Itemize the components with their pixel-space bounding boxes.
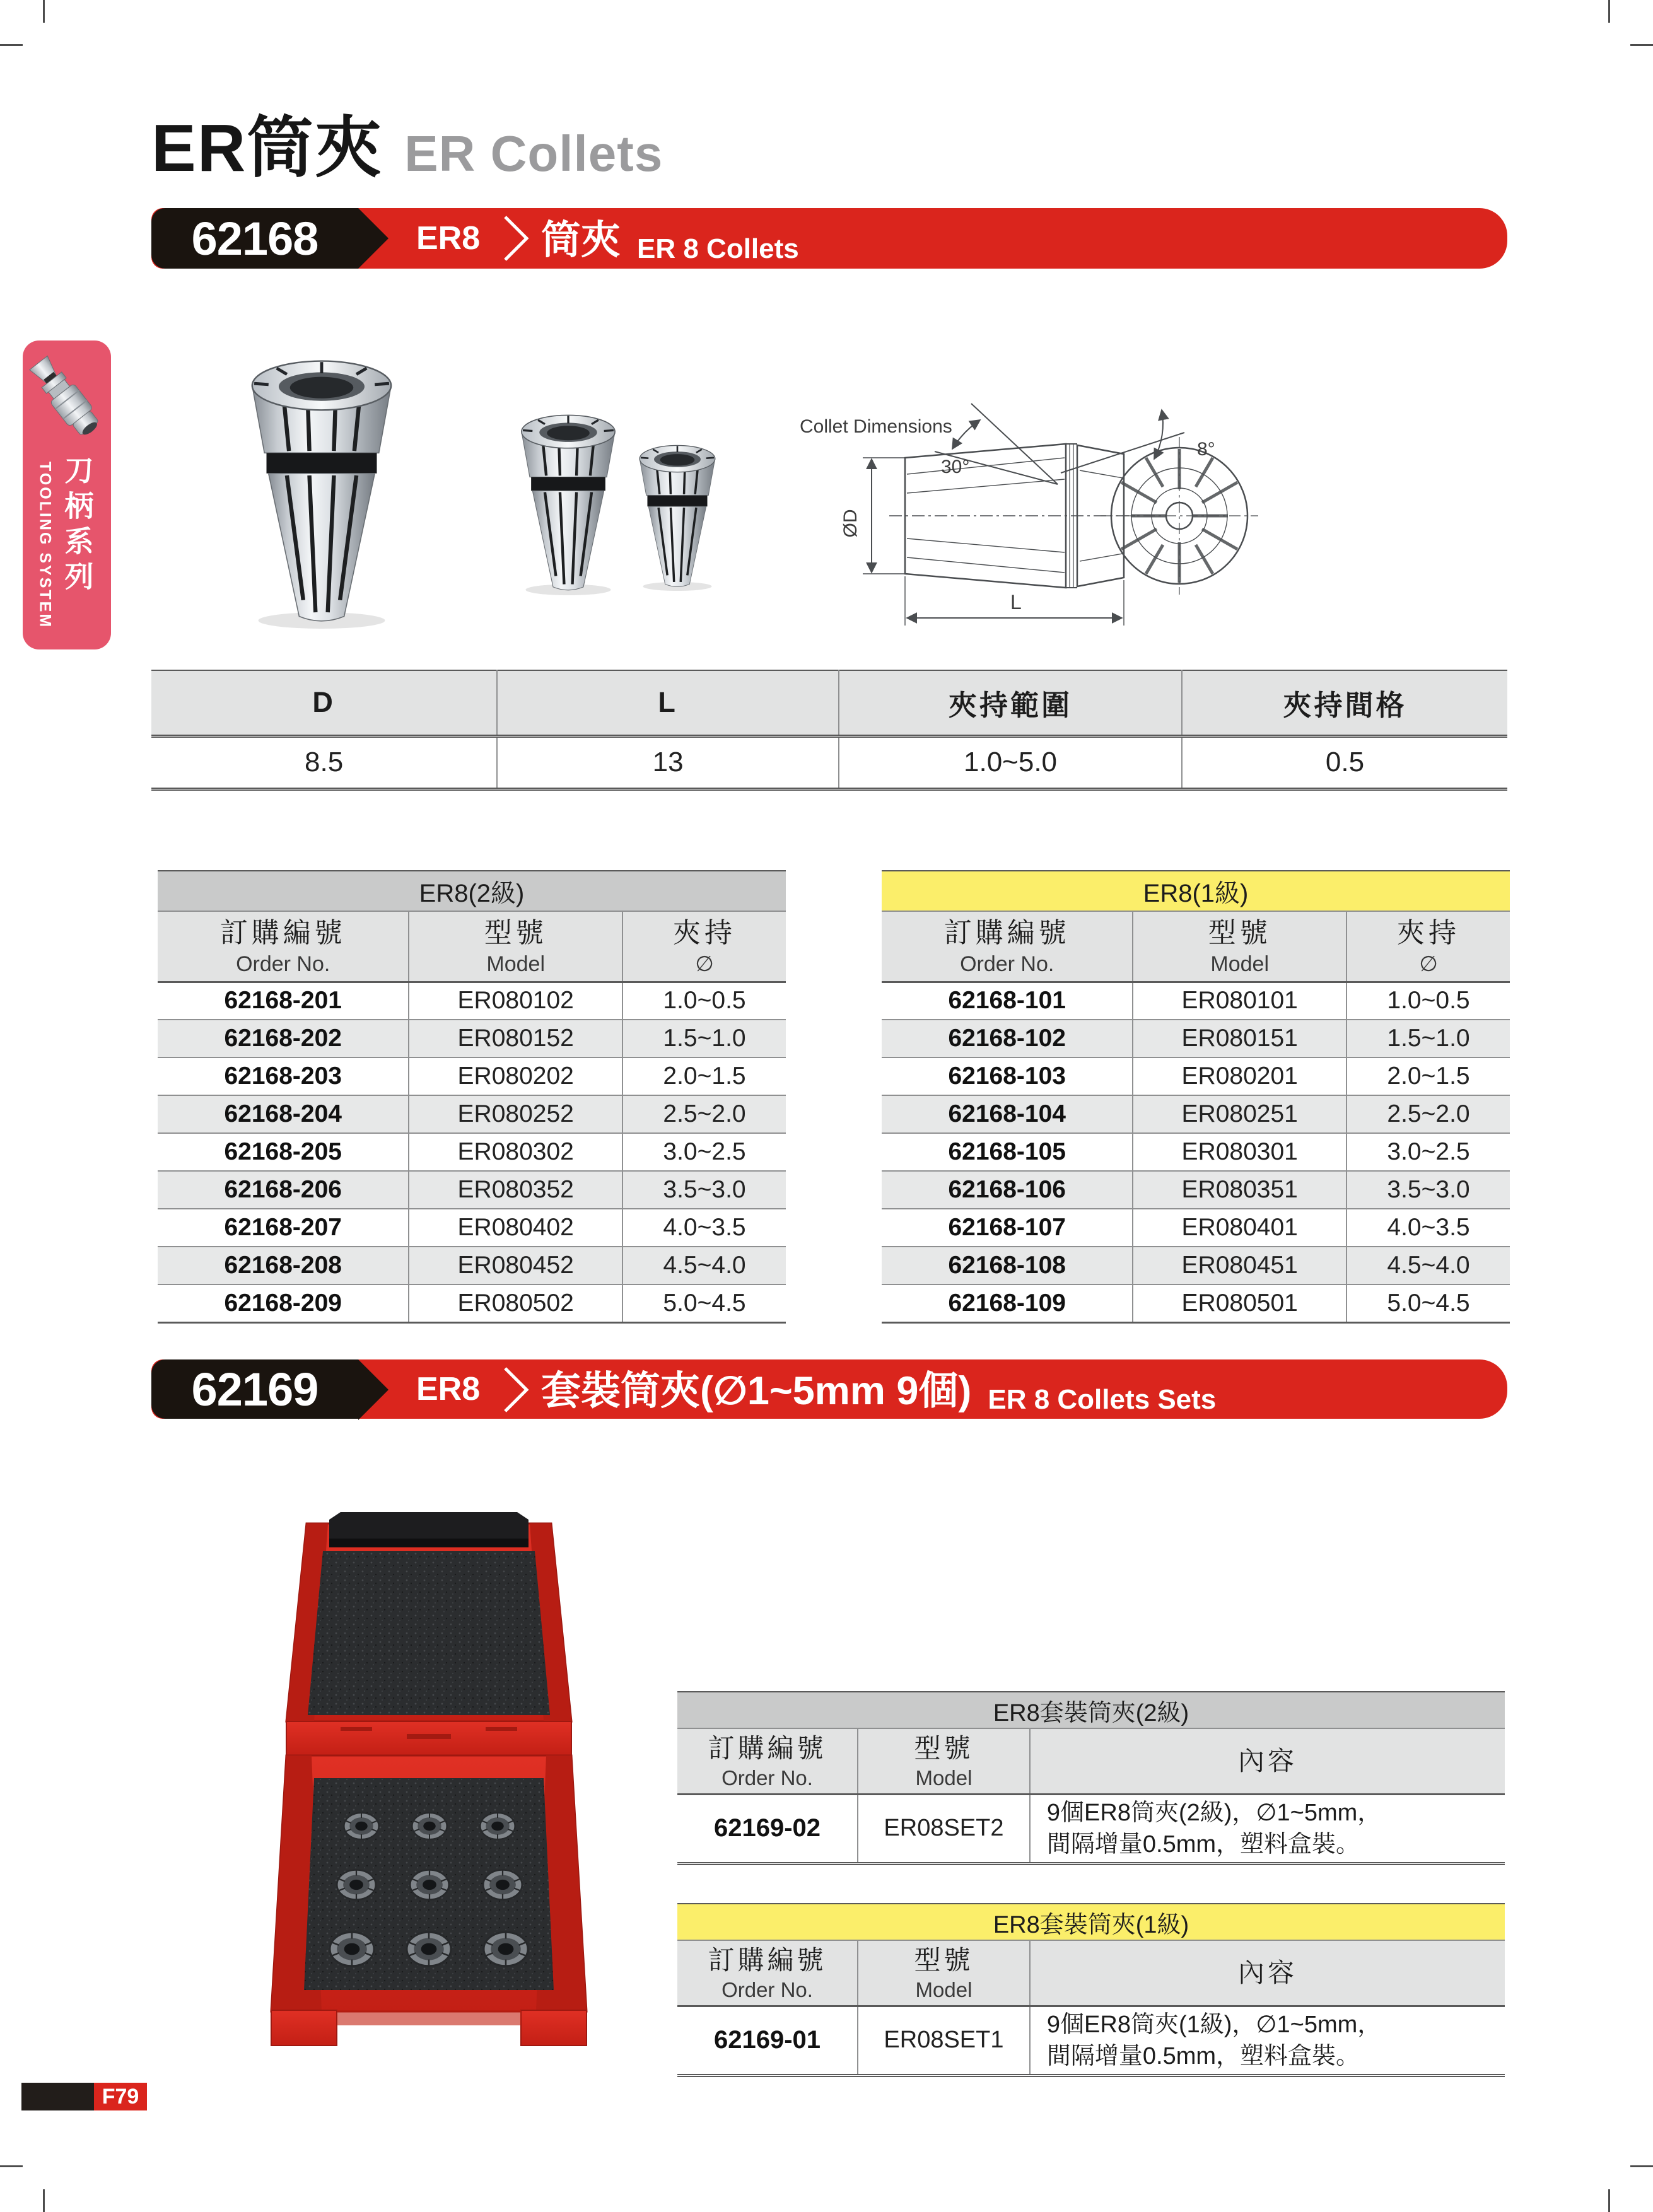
crop-mark [0,44,23,46]
tooling-system-tab [23,341,111,649]
model-cell: ER080102 [409,982,622,1020]
order-no-cell: 62168-102 [882,1020,1133,1057]
order-code: 62168 [191,212,318,265]
model-cell: ER080251 [1133,1095,1346,1133]
range-cell: 2.0~1.5 [622,1057,786,1095]
chevron-right-icon [501,216,530,261]
table-row [882,982,1510,1020]
table-row [158,1133,786,1171]
page-title-zh: ER筒夾 [151,111,383,185]
model-header: 型號 Model [858,1728,1030,1794]
model-cell: ER080502 [409,1284,622,1322]
range-cell: 3.0~2.5 [622,1133,786,1171]
table-row [882,1095,1510,1133]
order-no-cell: 62168-209 [158,1284,409,1322]
order-no-cell: 62168-105 [882,1133,1133,1171]
model-cell: ER080352 [409,1171,622,1209]
order-no-cell: 62169-01 [677,2006,858,2075]
range-cell: 2.5~2.0 [622,1095,786,1133]
table-row [882,1171,1510,1209]
spec-table-header-row [882,911,1510,982]
order-no-cell: 62168-108 [882,1247,1133,1284]
set-table-title: ER8套裝筒夾(2級) [677,1692,1505,1728]
model-cell: ER080401 [1133,1209,1346,1247]
range-cell: 4.0~3.5 [1346,1209,1510,1247]
banner-title-zh: 筒夾 [541,218,621,262]
dim-value: 13 [497,736,839,789]
page-number: F79 [94,2083,147,2110]
range-cell: 2.5~2.0 [1346,1095,1510,1133]
table-row [158,1284,786,1322]
spec-table-header-row [158,911,786,982]
content-cell: 9個ER8筒夾(2級)，∅1~5mm， 間隔增量0.5mm，塑料盒裝。 [1030,1794,1505,1863]
table-row [158,1095,786,1133]
col-header: 夾持間格 [1182,670,1507,736]
range-cell: 5.0~4.5 [1346,1284,1510,1322]
dim-value: 0.5 [1182,736,1507,789]
model-cell: ER080402 [409,1209,622,1247]
range-cell: 4.5~4.0 [622,1247,786,1284]
order-code: 62169 [191,1363,318,1416]
table-row [158,1020,786,1057]
model-cell: ER080151 [1133,1020,1346,1057]
angle-30-label: 30° [941,457,970,477]
order-no-cell: 62168-201 [158,982,409,1020]
order-no-cell: 62168-109 [882,1284,1133,1322]
order-code-block [151,208,358,269]
clamp-header: 夾持 ∅ [1346,911,1510,982]
model-cell: ER080301 [1133,1133,1346,1171]
order-no-cell: 62168-204 [158,1095,409,1133]
model-header: 型號 Model [858,1940,1030,2006]
dimensions-value-row [151,736,1507,789]
page-number-badge [21,2083,147,2110]
table-row [158,1209,786,1247]
banner-titles [541,1359,1216,1419]
range-cell: 1.5~1.0 [622,1020,786,1057]
diameter-label: ØD [840,509,861,538]
tab-label-en: TOOLING SYSTEM [36,462,54,629]
clamp-header: 夾持 ∅ [622,911,786,982]
table-row [882,1057,1510,1095]
range-cell: 3.5~3.0 [622,1171,786,1209]
set-table-title: ER8套裝筒夾(1級) [677,1904,1505,1940]
col-header: D [151,670,497,736]
table-row [882,1020,1510,1057]
model-cell: ER080501 [1133,1284,1346,1322]
range-cell: 2.0~1.5 [1346,1057,1510,1095]
banner-title-en: ER 8 Collets [637,233,799,264]
set-table-er8set2 [677,1691,1505,1865]
tab-label-zh: 刀柄系列 [61,455,94,597]
set-table-header-row [677,1940,1505,2006]
model-cell: ER080451 [1133,1247,1346,1284]
content-header: 內容 [1030,1728,1505,1794]
angle-8-label: 8° [1197,439,1215,460]
collets-product-photo [214,318,738,634]
set-table-title-row [677,1904,1505,1940]
range-cell: 1.5~1.0 [1346,1020,1510,1057]
collet-size-label: ER8 [416,1371,481,1407]
model-cell: ER080201 [1133,1057,1346,1095]
tool-holder-icon [29,352,105,446]
collet-size-label: ER8 [416,220,481,257]
model-cell: ER080252 [409,1095,622,1133]
order-no-cell: 62168-205 [158,1133,409,1171]
page-title [151,95,663,190]
crop-mark [1608,2189,1610,2212]
content-cell: 9個ER8筒夾(1級)，∅1~5mm， 間隔增量0.5mm，塑料盒裝。 [1030,2006,1505,2075]
range-cell: 1.0~0.5 [622,982,786,1020]
range-cell: 3.0~2.5 [1346,1133,1510,1171]
crop-mark [43,2189,45,2212]
order-no-cell: 62168-106 [882,1171,1133,1209]
spec-table-title-row [158,871,786,911]
banner-titles [541,208,799,269]
col-header: L [497,670,839,736]
model-header: 型號 Model [1133,911,1346,982]
content-header: 內容 [1030,1940,1505,2006]
banner-title-en: ER 8 Collets Sets [988,1384,1217,1415]
set-table-header-row [677,1728,1505,1794]
order-no-header: 訂購編號 Order No. [677,1940,858,2006]
order-no-cell: 62168-203 [158,1057,409,1095]
crop-mark [0,2165,23,2167]
col-header: 夾持範圍 [839,670,1182,736]
table-row [882,1133,1510,1171]
model-cell: ER080101 [1133,982,1346,1020]
banner-title-zh: 套裝筒夾(∅1~5mm 9個) [541,1369,972,1413]
order-no-cell: 62168-101 [882,982,1133,1020]
dimensions-header-row [151,670,1507,736]
collet-dimensions-drawing [776,378,1274,649]
table-row [158,982,786,1020]
order-no-cell: 62168-104 [882,1095,1133,1133]
order-code-block [151,1359,358,1419]
range-cell: 4.5~4.0 [1346,1247,1510,1284]
spec-table-title: ER8(1級) [882,871,1510,911]
dim-value: 1.0~5.0 [839,736,1182,789]
table-row [158,1247,786,1284]
table-row [677,1794,1505,1863]
range-cell: 4.0~3.5 [622,1209,786,1247]
table-row [882,1209,1510,1247]
order-no-cell: 62168-202 [158,1020,409,1057]
order-no-cell: 62168-107 [882,1209,1133,1247]
table-row [158,1057,786,1095]
spec-table-er8-2 [158,870,786,1324]
dim-value: 8.5 [151,736,497,789]
table-row [882,1284,1510,1322]
model-cell: ER08SET1 [858,2006,1030,2075]
tab-labels [36,455,98,629]
range-cell: 3.5~3.0 [1346,1171,1510,1209]
order-no-cell: 62168-103 [882,1057,1133,1095]
crop-mark [1630,44,1653,46]
order-no-cell: 62168-206 [158,1171,409,1209]
crop-mark [1608,0,1610,23]
drawing-caption: Collet Dimensions [800,416,952,437]
table-row [677,2006,1505,2075]
page-title-en: ER Collets [404,125,663,182]
model-header: 型號 Model [409,911,622,982]
table-row [882,1247,1510,1284]
order-no-cell: 62169-02 [677,1794,858,1863]
order-no-cell: 62168-207 [158,1209,409,1247]
model-cell: ER08SET2 [858,1794,1030,1863]
order-no-header: 訂購編號 Order No. [158,911,409,982]
range-cell: 1.0~0.5 [1346,982,1510,1020]
model-cell: ER080452 [409,1247,622,1284]
dimensions-table [151,670,1507,791]
order-no-header: 訂購編號 Order No. [882,911,1133,982]
crop-mark [1630,2165,1653,2167]
model-cell: ER080202 [409,1057,622,1095]
order-no-cell: 62168-208 [158,1247,409,1284]
range-cell: 5.0~4.5 [622,1284,786,1322]
spec-table-title: ER8(2級) [158,871,786,911]
order-no-header: 訂購編號 Order No. [677,1728,858,1794]
length-label: L [1010,591,1022,614]
model-cell: ER080302 [409,1133,622,1171]
section-banner-62169 [151,1359,1507,1419]
model-cell: ER080152 [409,1020,622,1057]
spec-table-title-row [882,871,1510,911]
section-banner-62168 [151,208,1507,269]
set-table-er8set1 [677,1903,1505,2077]
chevron-right-icon [501,1367,530,1412]
footer-black-bar [21,2083,94,2110]
set-table-title-row [677,1692,1505,1728]
table-row [158,1171,786,1209]
spec-table-er8-1 [882,870,1510,1324]
collet-set-box-photo [246,1507,612,2062]
model-cell: ER080351 [1133,1171,1346,1209]
crop-mark [43,0,45,23]
